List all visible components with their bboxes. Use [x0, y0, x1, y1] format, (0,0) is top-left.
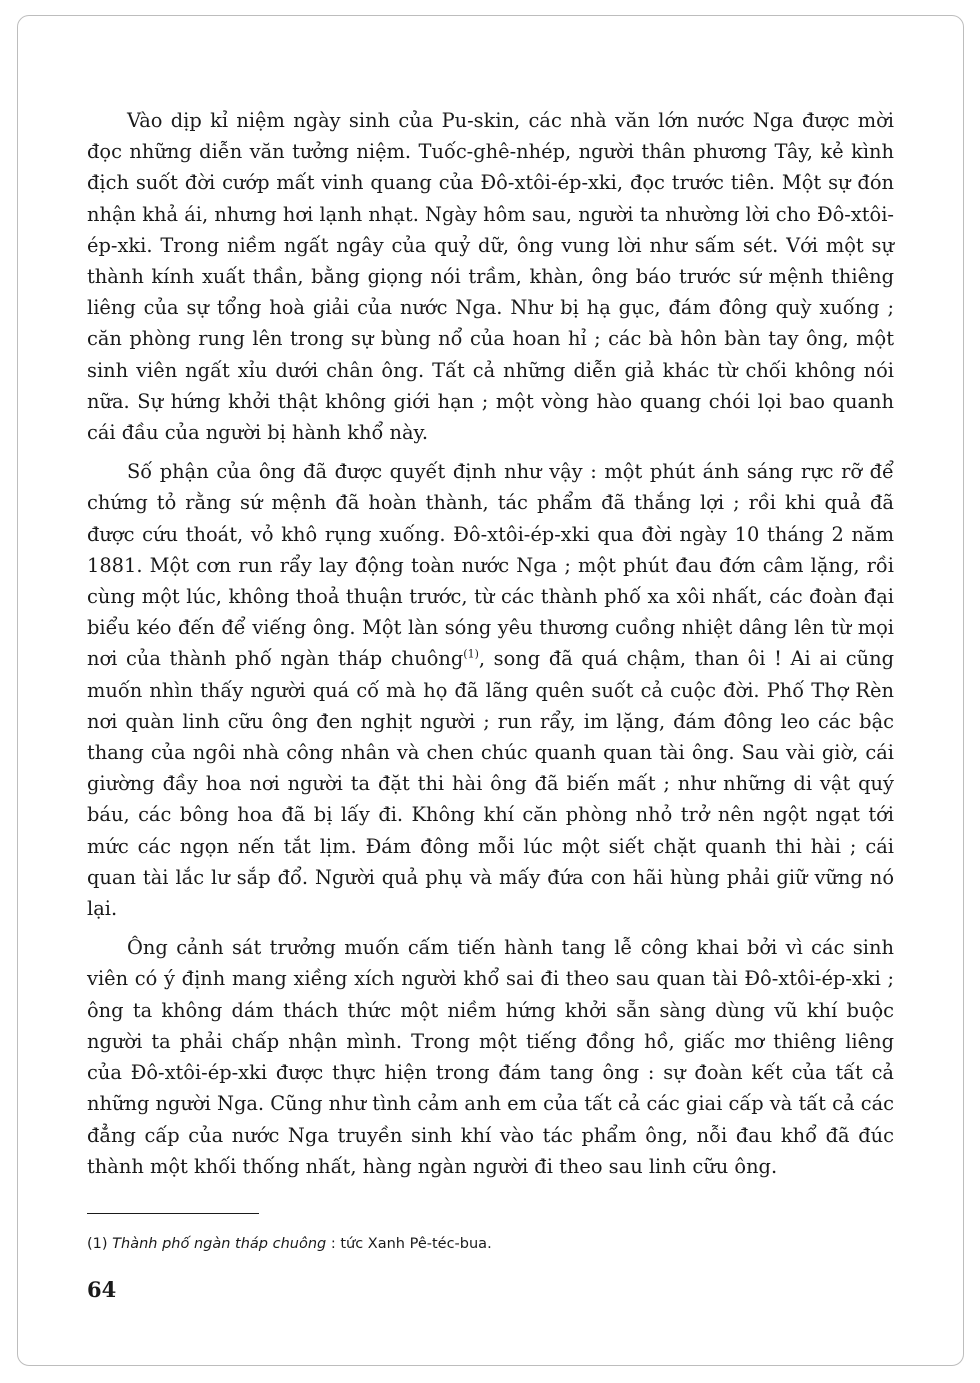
- paragraph-2: [87, 456, 894, 924]
- footnote-term: Thành phố ngàn tháp chuông: [112, 1236, 327, 1252]
- footnote-reference: (1): [463, 647, 479, 661]
- footnote-marker: (1): [87, 1236, 108, 1252]
- page-number: 64: [87, 1277, 117, 1302]
- body-text: [87, 105, 894, 1182]
- footnote-explanation: : tức Xanh Pê-téc-bua.: [326, 1236, 492, 1252]
- footnote-divider: [87, 1213, 259, 1214]
- paragraph-2-text-after-note: , song đã quá chậm, than ôi ! Ai ai cũng muốn nhìn thấy người quá cố mà họ đã lãng quên suốt cả cuộc đời. Phố Thợ Rèn nơi quàn linh cữu ông đen nghịt người ; run rẩy, im lặng, đám đông leo các bậc thang của ngôi nhà công nhân và chen chúc quanh quan tài ông. Sau vài giờ, cái giường đầy hoa nơi người ta đặt thi hài ông đã biến mất ; như những di vật quý báu, các bông hoa đã bị lấy đi. Không khí căn phòng nhỏ trở nên ngột ngạt tới mức các ngọn nến tắt lịm. Đám đông mỗi lúc một siết chặt quanh thi hài ; cái quan tài lắc lư sắp đổ. Người quả phụ và mấy đứa con hãi hùng phải giữ vững nó lại.: [87, 647, 894, 921]
- paragraph-1: Vào dịp kỉ niệm ngày sinh của Pu-skin, các nhà văn lớn nước Nga được mời đọc những diễn văn tưởng niệm. Tuốc-ghê-nhép, người thân phương Tây, kẻ kình địch suốt đời cướp mất vinh quang của Đô-xtôi-ép-xki, đọc trước tiên. Một sự đón nhận khả ái, nhưng hơi lạnh nhạt. Ngày hôm sau, người ta nhường lời cho Đô-xtôi-ép-xki. Trong niềm ngất ngây của quỷ dữ, ông vung lời như sấm sét. Với một sự thành kính xuất thần, bằng giọng nói trầm, khàn, ông báo trước sứ mệnh thiêng liêng của sự tổng hoà giải của nước Nga. Như bị hạ gục, đám đông quỳ xuống ; căn phòng rung lên trong sự bùng nổ của hoan hỉ ; các bà hôn bàn tay ông, một sinh viên ngất xỉu dưới chân ông. Tất cả những diễn giả khác từ chối không nói nữa. Sự hứng khởi thật không giới hạn ; một vòng hào quang chói lọi bao quanh cái đầu của người bị hành khổ này.: [87, 109, 894, 445]
- paragraph-2-text-before-note: Số phận của ông đã được quyết định như vậy : một phút ánh sáng rực rỡ để chứng tỏ rằng sứ mệnh đã hoàn thành, tác phẩm đã thắng lợi ; rồi khi quả đã được cứu thoát, vỏ khô rụng xuống. Đô-xtôi-ép-xki qua đời ngày 10 tháng 2 năm 1881. Một cơn run rẩy lay động toàn nước Nga ; một phút đau đớn câm lặng, rồi cùng một lúc, không thoả thuận trước, từ các thành phố xa xôi nhất, các đoàn đại biểu kéo đến để viếng ông. Một làn sóng yêu thương cuồng nhiệt dâng lên từ mọi nơi của thành phố ngàn tháp chuông: [87, 460, 894, 671]
- paragraph-3: Ông cảnh sát trưởng muốn cấm tiến hành tang lễ công khai bởi vì các sinh viên có ý định mang xiềng xích người khổ sai đi theo sau quan tài Đô-xtôi-ép-xki ; ông ta không dám thách thức một niềm hứng khởi sẵn sàng dùng vũ khí buộc người ta phải chấp nhận mình. Trong một tiếng đồng hồ, giấc mơ thiêng liêng của Đô-xtôi-ép-xki được thực hiện trong đám tang ông : sự đoàn kết của tất cả những người Nga. Cũng như tình cảm anh em của tất cả các giai cấp và tất cả các đẳng cấp của nước Nga truyền sinh khí vào tác phẩm ông, nỗi đau khổ đã đúc thành một khối thống nhất, hàng ngàn người đi theo sau linh cữu ông.: [87, 936, 894, 1178]
- footnote: [87, 1234, 894, 1254]
